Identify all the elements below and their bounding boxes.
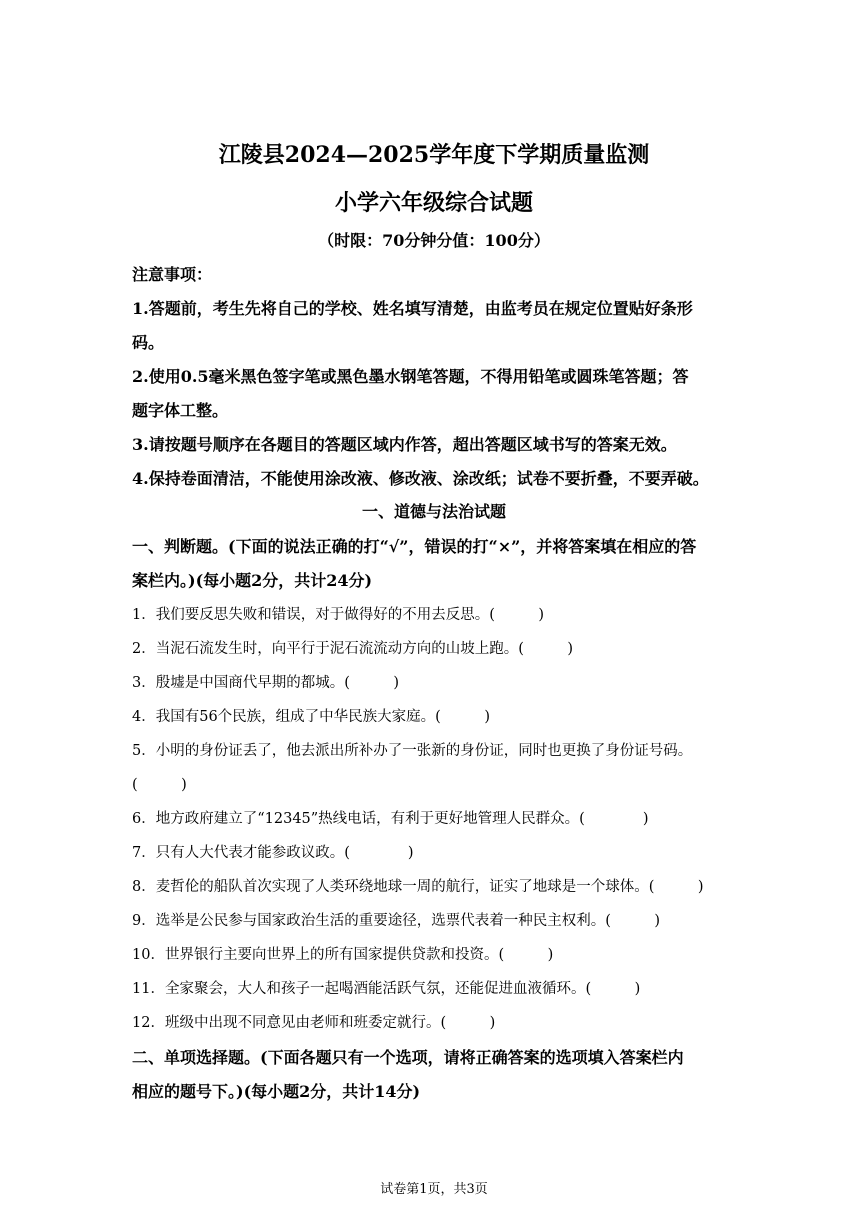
question-item: 11．全家聚会，大人和孩子一起喝酒能活跃气氛，还能促进血液循环。( ) [132, 981, 641, 997]
question-item: 6．地方政府建立了“12345”热线电话，有利于更好地管理人民群众。( ) [132, 811, 649, 827]
time-score-info: （时限：70分钟分值：100分） [318, 231, 550, 250]
question-item: 2．当泥石流发生时，向平行于泥石流流动方向的山坡上跑。( ) [132, 641, 574, 657]
question-item: 3．殷墟是中国商代早期的都城。( ) [132, 675, 400, 691]
exam-title: 江陵县2024—2025学年度下学期质量监测 [218, 142, 650, 168]
question-item: 8．麦哲伦的船队首次实现了人类环绕地球一周的航行，证实了地球是一个球体。( ) [132, 879, 704, 895]
part2-heading: 相应的题号下。)(每小题2分，共计14分) [132, 1082, 421, 1101]
exam-subtitle: 小学六年级综合试题 [334, 190, 533, 216]
part2-heading: 二、单项选择题。(下面各题只有一个选项，请将正确答案的选项填入答案栏内 [132, 1048, 684, 1067]
notice-line: 题字体工整。 [132, 401, 229, 420]
notice-line: 4.保持卷面清洁，不能使用涂改液、修改液、涂改纸；试卷不要折叠，不要弄破。 [132, 469, 709, 488]
question-item: 1．我们要反思失败和错误，对于做得好的不用去反思。( ) [132, 607, 545, 623]
question-item: 10．世界银行主要向世界上的所有国家提供贷款和投资。( ) [132, 947, 554, 963]
notice-heading: 注意事项： [132, 265, 213, 284]
question-item: 5．小明的身份证丢了，他去派出所补办了一张新的身份证，同时也更换了身份证号码。 [132, 743, 693, 759]
question-item: ( ) [132, 777, 187, 793]
notice-line: 3.请按题号顺序在各题目的答题区域内作答，超出答题区域书写的答案无效。 [132, 435, 677, 454]
section-title: 一、道德与法治试题 [361, 502, 506, 521]
notice-line: 1.答题前，考生先将自己的学校、姓名填写清楚，由监考员在规定位置贴好条形 [132, 299, 693, 318]
part1-heading: 一、判断题。(下面的说法正确的打“√”，错误的打“×”，并将答案填在相应的答 [132, 537, 697, 556]
page-footer: 试卷第1页，共3页 [380, 1182, 488, 1197]
notice-line: 2.使用0.5毫米黑色签字笔或黑色墨水钢笔答题，不得用铅笔或圆珠笔答题；答 [132, 367, 689, 386]
question-item: 12．班级中出现不同意见由老师和班委定就行。( ) [132, 1015, 496, 1031]
part1-heading: 案栏内。)(每小题2分，共计24分) [132, 571, 373, 590]
question-item: 4．我国有56个民族，组成了中华民族大家庭。( ) [132, 709, 490, 725]
question-item: 9．选举是公民参与国家政治生活的重要途径，选票代表着一种民主权利。( ) [132, 913, 661, 929]
question-item: 7．只有人大代表才能参政议政。( ) [132, 845, 414, 861]
notice-line: 码。 [132, 333, 165, 352]
